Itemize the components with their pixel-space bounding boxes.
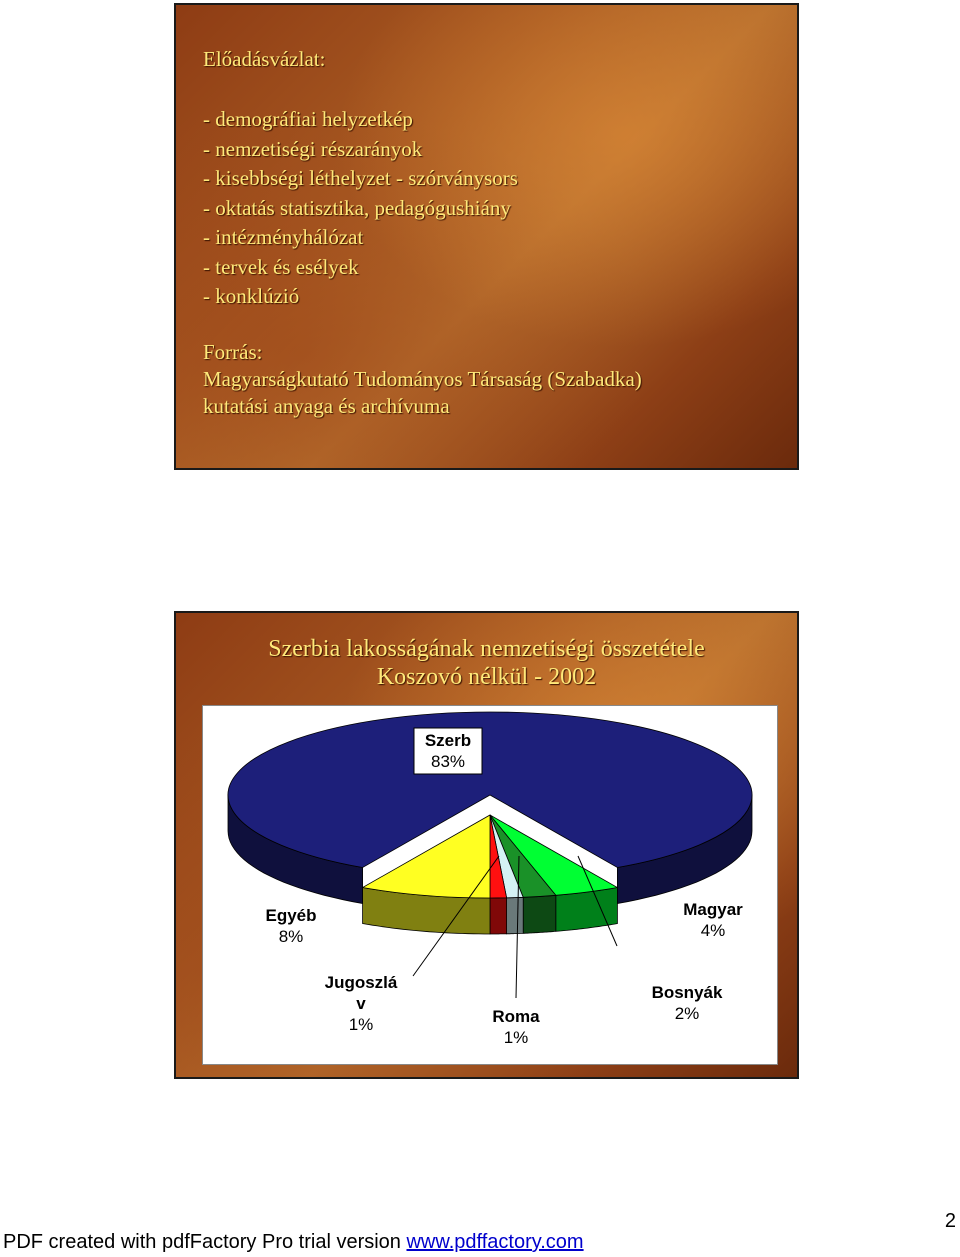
source-label: Forrás:	[203, 340, 263, 364]
footer-link[interactable]: www.pdffactory.com	[406, 1231, 584, 1253]
slide-chart	[174, 611, 799, 1079]
footer-text: PDF created with pdfFactory Pro trial version	[3, 1231, 407, 1253]
agenda-item: - kisebbségi léthelyzet - szórványsors	[203, 166, 518, 190]
chart-title	[176, 635, 797, 691]
data-label: Egyéb	[265, 906, 317, 925]
chart-title-line: Koszovó nélkül - 2002	[376, 664, 597, 690]
chart-title-line: Szerbia lakosságának nemzetiségi összetétele	[268, 636, 705, 662]
data-label: Roma	[492, 1007, 540, 1026]
data-label: Magyar	[683, 900, 743, 919]
pie-slice-side	[490, 898, 507, 934]
agenda-item: - nemzetiségi részarányok	[203, 136, 423, 161]
agenda-item: - demográfiai helyzetkép	[203, 107, 413, 131]
agenda-item: - tervek és esélyek	[203, 254, 359, 279]
data-label: v	[356, 994, 366, 1013]
data-label: 1%	[348, 1015, 374, 1034]
data-label: 8%	[278, 927, 304, 946]
agenda-item: - oktatás statisztika, pedagógushiány	[203, 195, 511, 220]
data-label: 1%	[503, 1028, 529, 1047]
pie-chart	[203, 706, 777, 1064]
source-line: Magyarságkutató Tudományos Társaság (Szabadka)	[203, 367, 642, 391]
agenda-list	[203, 105, 518, 312]
slide-outline	[174, 3, 799, 470]
pie-chart-area	[202, 705, 778, 1065]
data-label: 4%	[700, 921, 726, 940]
pie-slice-side	[507, 897, 524, 934]
data-label: Szerb	[424, 731, 472, 750]
source-line: kutatási anyaga és archívuma	[203, 394, 450, 418]
slide-title: Előadásvázlat:	[203, 47, 326, 71]
data-label: 2%	[674, 1004, 700, 1023]
agenda-item: - konklúzió	[203, 284, 300, 308]
data-label: 83%	[430, 752, 466, 771]
page-number: 2	[944, 1210, 956, 1232]
data-label: Bosnyák	[651, 983, 723, 1002]
pie-slice-side	[523, 895, 556, 933]
data-label: Jugoszlá	[324, 973, 398, 992]
pdf-footer	[3, 1231, 584, 1254]
agenda-item: - intézményhálózat	[203, 225, 364, 249]
source-block	[203, 339, 642, 420]
